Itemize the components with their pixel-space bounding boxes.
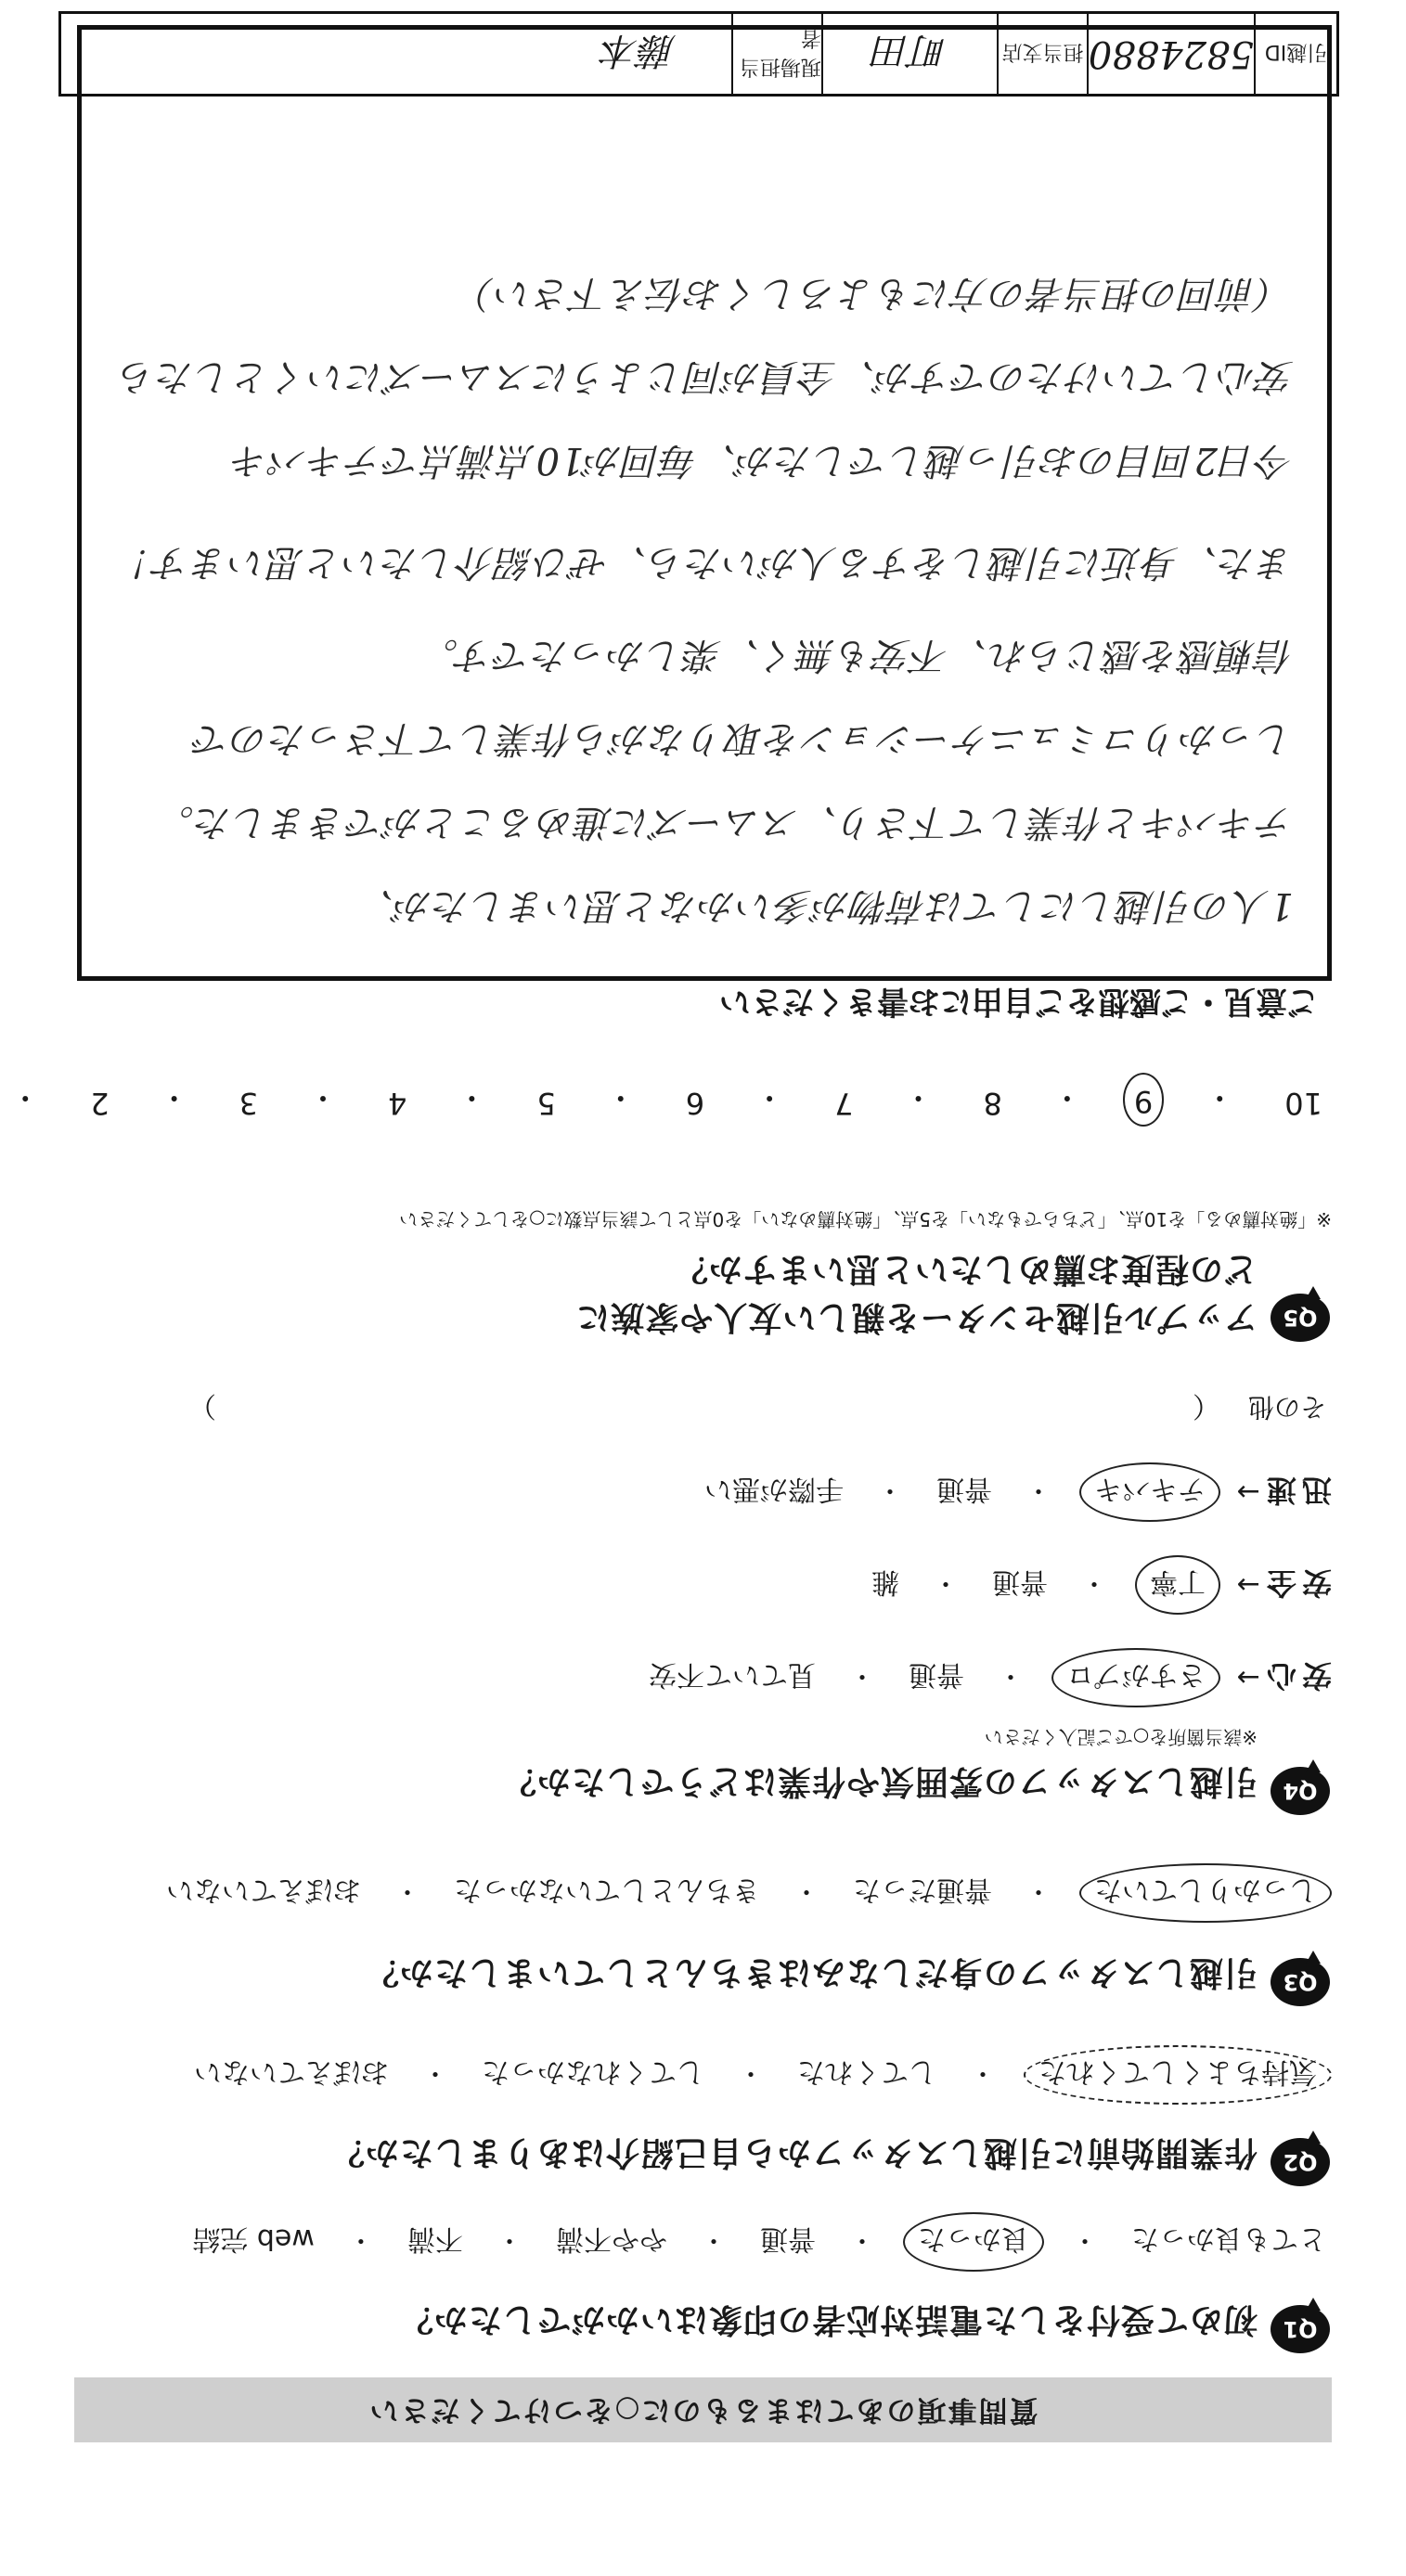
q3-options: しっかりしていた ・ 普通だった ・ きちんとしていなかった ・ おぼえていない [161,1863,1332,1923]
comment-line: 信頼感を感じられ、不安も無く、楽しかったです。 [419,634,1294,676]
q4-other-close: ） [187,1389,216,1422]
branch-value: 町田 [821,14,997,94]
q3-option[interactable]: 普通だった [852,1874,992,1906]
q4-note: ※該当箇所を○でご記入ください [984,1726,1258,1748]
branch-label: 担当支店 [997,14,1087,94]
comment-line: 1人の引越しにしては荷物が多いかなと思いましたが、 [355,884,1294,927]
q5-question-line1: アップル引越センターを親しい友人や家族に [575,1298,1258,1336]
q1-option[interactable]: web 完結 [192,2222,315,2255]
score-option[interactable]: 10 [1284,1086,1322,1121]
score-option[interactable]: 6 [685,1086,705,1121]
q4-row-label: 安心 [1260,1658,1332,1694]
q4-option[interactable]: 普通 [991,1565,1048,1598]
q2-option[interactable]: おぼえていない [193,2055,389,2088]
q3-question: 引越しスタッフの身だしなみはきちんとしていましたか？ [364,1953,1258,1991]
score-option[interactable]: 8 [983,1086,1002,1121]
q3-option-selected[interactable]: しっかりしていた [1079,1863,1332,1923]
q5-badge-label: Q5 [1271,1294,1330,1342]
leader-value: 藤本 [601,29,677,72]
q4-option-selected[interactable]: さすがプロ [1051,1648,1220,1707]
id-value: 5824880 [1087,14,1254,94]
q4-row-anshin: 安心 → さすがプロ ・ 普通 ・ 見ていて不安 [643,1648,1332,1707]
arrow-right-icon: → [1236,1475,1260,1509]
score-option[interactable]: 5 [536,1086,556,1121]
q2-badge-label: Q2 [1271,2138,1330,2186]
q2-option[interactable]: してくれた [796,2055,936,2088]
comments-textarea[interactable] [77,25,1332,981]
comments-title: ご意見・ご感想をご自由にお書きください [719,983,1319,1020]
score-option-selected[interactable]: 9 [1123,1073,1164,1127]
q3-badge-label: Q3 [1271,1958,1330,2006]
q1-badge-icon [1271,2294,1330,2353]
q1-options: とても良かった ・ 良かった ・ 普通 ・ やや不満 ・ 不満 ・ web 完結 [187,2212,1332,2272]
arrow-right-icon: → [1236,1568,1260,1602]
q4-badge-label: Q4 [1271,1767,1330,1815]
instruction-text: 質問事項のあてはまるものに○をつけてください [368,2393,1038,2427]
q4-option-selected[interactable]: 丁寧 [1135,1555,1220,1615]
q2-options: 気持ちよくしてくれた ・ してくれた ・ してくれなかった ・ おぼえていない [188,2045,1332,2105]
score-option[interactable]: 4 [388,1086,407,1121]
q3-option[interactable]: おぼえていない [165,1874,361,1906]
arrow-right-icon: → [1236,1661,1260,1694]
comment-line: テキパキと作業して下さり、スムーズに進めることができました。 [156,801,1294,844]
comment-line: 今日2回目のお引っ越しでしたが、毎回が10点満点でテキパキ [230,439,1294,482]
q2-badge-icon [1271,2127,1330,2186]
q4-row-anzen: 安全 → 丁寧 ・ 普通 ・ 雑 [866,1555,1332,1615]
leader-label: 現場担当者 [731,14,821,94]
q5-question-line2: どの程度お薦めしたいと思いますか？ [673,1250,1258,1288]
q1-option-selected[interactable]: 良かった [903,2212,1044,2272]
q1-option[interactable]: 不満 [406,2222,463,2255]
q4-row-label: 安全 [1260,1565,1332,1601]
id-label: 引越ID [1254,14,1336,94]
q4-row-label: 迅速 [1260,1473,1332,1508]
staff-info-table [58,11,1339,97]
q5-score-scale: 10 ・ 9 ・ 8 ・ 7 ・ 6 ・ 5 ・ 4 ・ 3 ・ 2 ・ [0,1073,1332,1127]
q5-badge-icon [1271,1282,1330,1342]
comment-line: 安心していけたのですが、全員が同じようにスムーズにいくとしたら [118,355,1294,398]
q3-badge-icon [1271,1947,1330,2006]
q1-option[interactable]: やや不満 [555,2222,667,2255]
q2-question: 作業開始前に引越しスタッフから自己紹介はありましたか？ [329,2133,1258,2171]
comment-line: （前回の担当者の方にもよろしくお伝え下さい） [457,272,1294,315]
q4-option[interactable]: 雑 [871,1565,899,1598]
q4-other-label: その他 [1247,1392,1326,1423]
q4-question: 引越しスタッフの雰囲気や作業はどうでしたか？ [501,1762,1258,1800]
q2-option-selected[interactable]: 気持ちよくしてくれた [1024,2045,1332,2105]
comment-line: また、身近に引越しをする人がいたら、ぜひ紹介したいと思います！ [114,541,1294,584]
q4-row-jinsoku: 迅速 → テキパキ ・ 普通 ・ 手際が悪い [699,1462,1332,1522]
q1-option[interactable]: 普通 [759,2222,816,2255]
q4-other-open: （ [1192,1389,1220,1422]
q4-option[interactable]: 手際が悪い [703,1473,844,1505]
q4-option[interactable]: 見ていて不安 [648,1658,816,1691]
q1-question: 初めて受付をした電話対応者の印象はいかがでしたか？ [398,2300,1258,2338]
q3-option[interactable]: きちんとしていなかった [453,1874,760,1906]
q4-option-selected[interactable]: テキパキ [1079,1462,1220,1522]
q2-option[interactable]: してくれなかった [481,2055,704,2088]
instruction-banner [74,2377,1332,2442]
q1-option[interactable]: とても良かった [1131,2222,1326,2255]
comments-section [79,26,1332,1040]
score-option[interactable]: 7 [834,1086,854,1121]
score-option[interactable]: 2 [90,1086,110,1121]
score-option[interactable]: 3 [239,1086,259,1121]
q1-badge-label: Q1 [1271,2305,1330,2353]
q4-badge-icon [1271,1756,1330,1815]
comment-line: しっかりコミュニケーションを取りながら作業して下さったので [192,717,1294,760]
q5-note: ※「絶対薦める」を10点、「どちらでもない」を5点、「絶対薦めない」を0点として該当点数に○をしてください [399,1208,1332,1230]
q4-option[interactable]: 普通 [908,1658,964,1691]
q4-other-row [51,1385,1332,1433]
q4-option[interactable]: 普通 [935,1473,992,1505]
